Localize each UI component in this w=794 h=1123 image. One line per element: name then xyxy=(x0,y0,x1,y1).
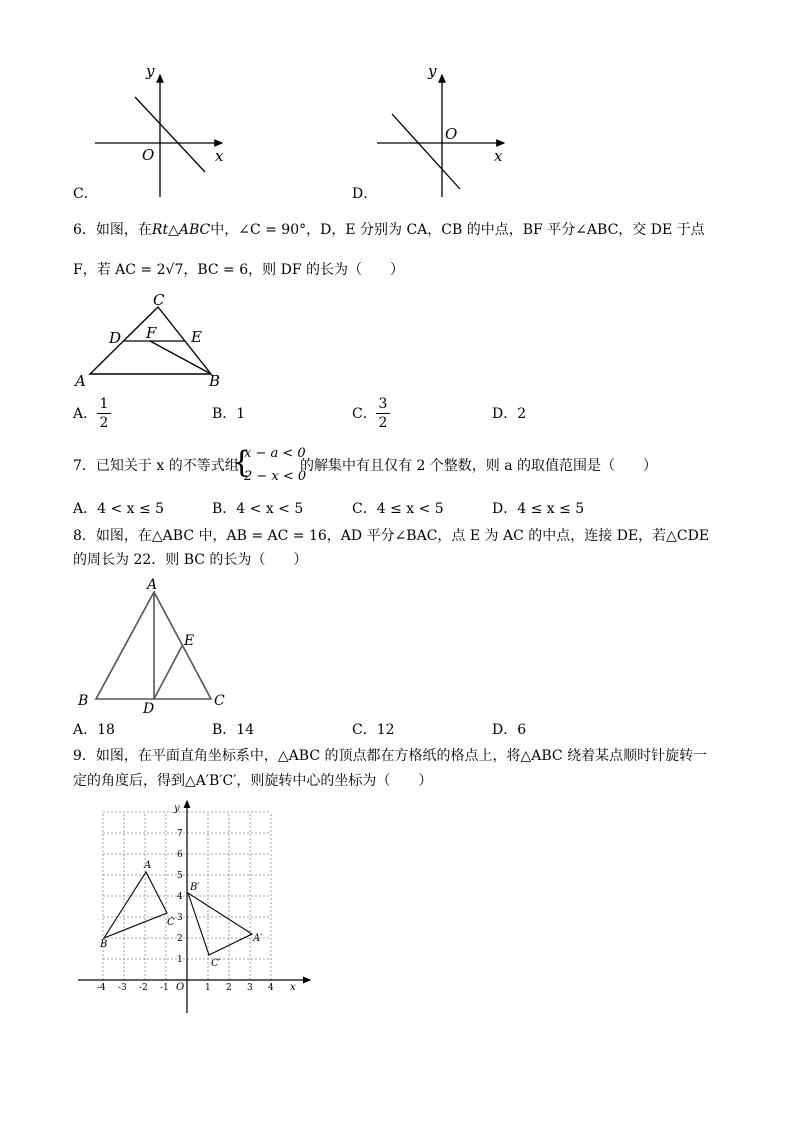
triangle-a-prime-b-prime-c-prime xyxy=(188,893,252,955)
numerator: 1 xyxy=(99,396,109,412)
x-tick-label: -3 xyxy=(118,983,127,993)
q7-inequality-1: x − a < 0 xyxy=(244,446,306,461)
label-a: A xyxy=(75,372,86,390)
denominator: 2 xyxy=(99,415,109,431)
q8-option-a: A．18 xyxy=(73,722,115,738)
q7-stem-a: 7．已知关于 x 的不等式组 xyxy=(73,458,239,474)
label-b: B xyxy=(78,693,89,709)
label-d: D xyxy=(109,329,122,347)
label-c: C xyxy=(153,291,165,309)
numerator: 3 xyxy=(378,396,388,412)
origin-label: O xyxy=(176,982,185,993)
q6-number: 6．如图，在 xyxy=(73,222,152,238)
label-d: D xyxy=(143,701,155,717)
q7-stem-b: 的解集中有且仅有 2 个整数，则 a 的取值范围是（ ） xyxy=(300,458,658,474)
q5-graph-c xyxy=(90,62,240,202)
y-label: y xyxy=(146,62,155,80)
y-label: y xyxy=(428,62,437,80)
x-tick-label: 2 xyxy=(226,983,232,993)
label-b: B xyxy=(209,372,221,390)
q8-option-c: C．12 xyxy=(352,722,395,738)
label-e: E xyxy=(184,633,195,649)
label-c: C xyxy=(214,693,225,709)
label-b: B xyxy=(100,939,108,950)
q7-inequality-2: 2 − x < 0 xyxy=(244,469,307,484)
q8-stem-line1: 8．如图，在△ABC 中，AB = AC = 16，AD 平分∠BAC，点 E 为 AC 的中点，连接 DE，若△CDE xyxy=(73,528,710,544)
x-tick-label: 3 xyxy=(247,983,253,993)
q7-option-b: B．4 < x < 5 xyxy=(212,501,304,517)
label-e: E xyxy=(191,328,202,346)
q5-option-d: D． xyxy=(352,186,378,202)
q5-option-c: C． xyxy=(73,186,98,202)
y-tick-label: 1 xyxy=(177,955,183,965)
x-tick-label: -2 xyxy=(139,983,148,993)
y-label: y xyxy=(174,803,180,814)
q6-option-d: D．2 xyxy=(492,406,527,422)
x-tick-label: 1 xyxy=(205,983,211,993)
q6-stem-line1 xyxy=(73,220,705,240)
system-brace: { xyxy=(232,445,252,480)
q8-figure xyxy=(70,574,240,719)
y-tick-label: 2 xyxy=(177,934,183,944)
q8-option-b: B．14 xyxy=(212,722,255,738)
x-tick-label: -1 xyxy=(160,983,169,993)
q6-option-c-fraction xyxy=(376,396,390,431)
x-tick-label: 4 xyxy=(268,983,274,993)
y-tick-label: 4 xyxy=(177,892,183,902)
q6-rt-triangle: Rt△ABC xyxy=(151,222,211,238)
y-tick-label: 7 xyxy=(177,829,183,839)
q6-stem-rest: 中，∠C = 90°，D，E 分别为 CA，CB 的中点，BF 平分∠ABC，交 DE 于点 xyxy=(210,222,705,238)
x-label: x xyxy=(215,147,224,165)
q9-coordinate-grid xyxy=(70,795,320,1020)
q6-option-a: A． xyxy=(73,406,98,422)
q6-option-a-fraction xyxy=(97,396,111,431)
tick-labels xyxy=(97,829,274,993)
q7-option-a: A．4 < x ≤ 5 xyxy=(73,501,165,517)
y-tick-label: 6 xyxy=(177,850,183,860)
q9-stem-line2: 定的角度后，得到△A′B′C′，则旋转中心的坐标为（ ） xyxy=(73,773,433,789)
fraction-bar xyxy=(97,413,111,414)
triangle-abc xyxy=(104,872,167,938)
y-tick-label: 3 xyxy=(177,913,183,923)
q7-option-d: D．4 ≤ x ≤ 5 xyxy=(492,501,585,517)
label-c: C xyxy=(167,917,175,928)
label-c-prime: C′ xyxy=(211,958,221,969)
segment-de xyxy=(154,646,182,699)
fraction-bar xyxy=(376,413,390,414)
q8-option-d: D．6 xyxy=(492,722,527,738)
label-a: A xyxy=(147,577,158,593)
x-label: x xyxy=(494,147,503,165)
label-a: A xyxy=(144,860,152,871)
q6-stem-line2: F，若 AC = 2√7，BC = 6，则 DF 的长为（ ） xyxy=(73,262,404,278)
origin-label: O xyxy=(142,146,155,164)
origin-label: O xyxy=(445,125,458,143)
q6-figure xyxy=(70,290,230,390)
q6-option-b: B．1 xyxy=(212,406,246,422)
denominator: 2 xyxy=(378,415,388,431)
q8-stem-line2: 的周长为 22．则 BC 的长为（ ） xyxy=(73,552,308,568)
q7-option-c: C．4 ≤ x < 5 xyxy=(352,501,444,517)
x-label: x xyxy=(290,982,296,993)
label-f: F xyxy=(146,324,157,342)
q6-option-c: C． xyxy=(352,406,377,422)
x-tick-label: -4 xyxy=(97,983,106,993)
label-b-prime: B′ xyxy=(190,882,200,893)
y-tick-label: 5 xyxy=(177,871,183,881)
q9-stem-line1: 9．如图，在平面直角坐标系中，△ABC 的顶点都在方格纸的格点上，将△ABC 绕着某点顺时针旋转一 xyxy=(73,748,708,764)
q5-graph-d xyxy=(372,62,522,202)
label-a-prime: A′ xyxy=(253,933,263,944)
